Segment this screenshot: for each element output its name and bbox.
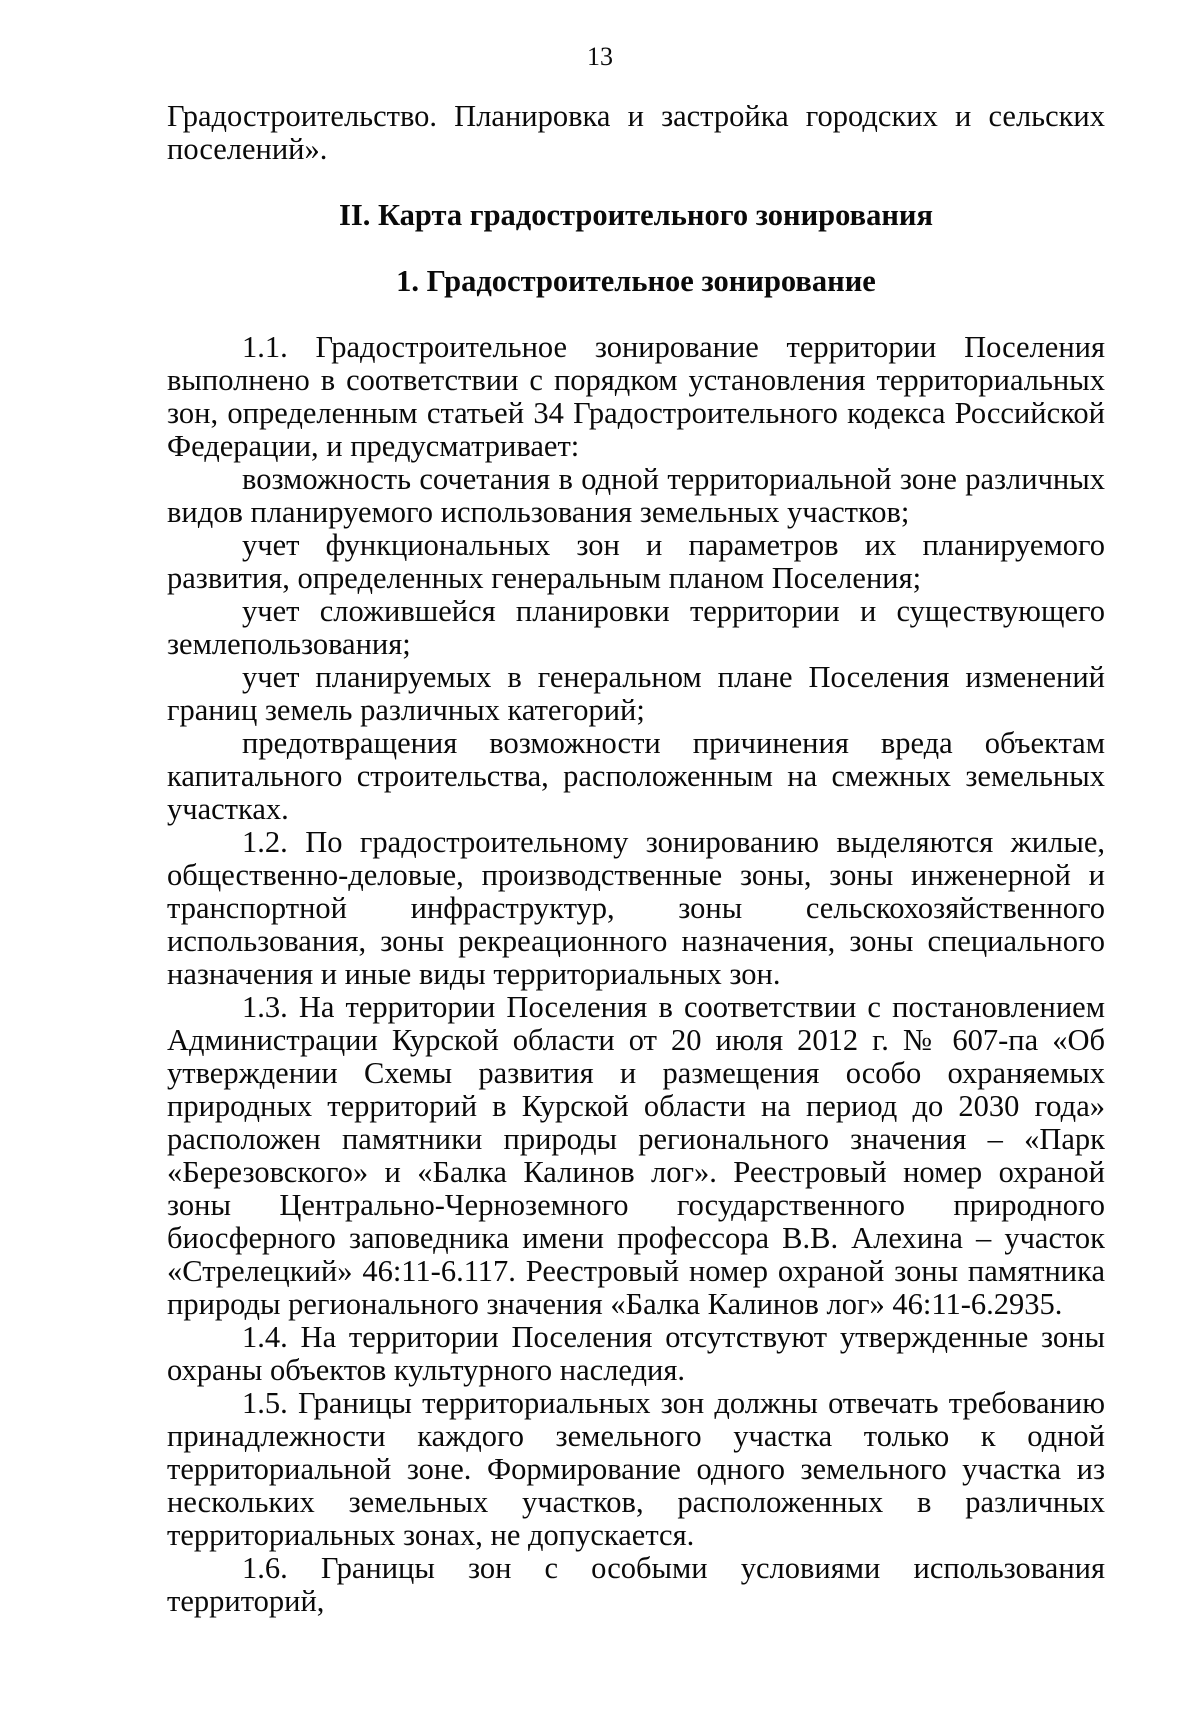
paragraph-1-2: 1.2. По градостроительному зонированию выделяются жилые, общественно-деловые, производственные зоны, зоны инженерной и транспортной инфраструктур, зоны сельскохозяйственного использования, зоны рекреационного назначения, зоны специального назначения и иные виды территориальных зон. — [167, 825, 1105, 991]
list-item-harm-prevention: предотвращения возможности причинения вреда объектам капитального строительства, расположенным на смежных земельных участках. — [167, 726, 1105, 826]
document-body — [167, 100, 1105, 1618]
subsection-heading: 1. Градостроительное зонирование — [396, 264, 876, 298]
paragraph-1-3: 1.3. На территории Поселения в соответствии с постановлением Администрации Курской области от 20 июля 2012 г. № 607-па «Об утверждении Схемы развития и размещения особо охраняемых природных территорий в Курской области на период до 2030 года» расположен памятники природы регионального значения – «Парк «Березовского» и «Балка Калинов лог». Реестровый номер охраной зоны Центрально-Черноземного государственного природного биосферного заповедника имени профессора В.В. Алехина – участок «Стрелецкий» 46:11-6.117. Реестровый номер охраной зоны памятника природы регионального значения «Балка Калинов лог» 46:11-6.2935. — [167, 990, 1105, 1321]
list-item-existing-layout: учет сложившейся планировки территории и существующего землепользования; — [167, 594, 1105, 661]
paragraph-1-1: 1.1. Градостроительное зонирование территории Поселения выполнено в соответствии с порядком установления территориальных зон, определенным статьей 34 Градостроительного кодекса Российской Федерации, и предусматривает: — [167, 330, 1105, 463]
section-heading: II. Карта градостроительного зонирования — [338, 198, 933, 232]
continuation-text: Градостроительство. Планировка и застройка городских и сельских поселений». — [167, 99, 1105, 166]
list-item-functional-zones: учет функциональных зон и параметров их планируемого развития, определенных генеральным планом Поселения; — [167, 528, 1105, 595]
list-item-combination: возможность сочетания в одной территориальной зоне различных видов планируемого использования земельных участков; — [167, 462, 1105, 529]
paragraph-1-6: 1.6. Границы зон с особыми условиями использования территорий, — [167, 1551, 1105, 1618]
paragraph-1-5: 1.5. Границы территориальных зон должны отвечать требованию принадлежности каждого земельного участка только к одной территориальной зоне. Формирование одного земельного участка из нескольких земельных участков, расположенных в различных территориальных зонах, не допускается. — [167, 1386, 1105, 1552]
list-item-land-categories: учет планируемых в генеральном плане Поселения изменений границ земель различных категорий; — [167, 660, 1105, 727]
paragraph-1-4: 1.4. На территории Поселения отсутствуют утвержденные зоны охраны объектов культурного наследия. — [167, 1320, 1105, 1387]
page-number: 13 — [587, 42, 613, 71]
